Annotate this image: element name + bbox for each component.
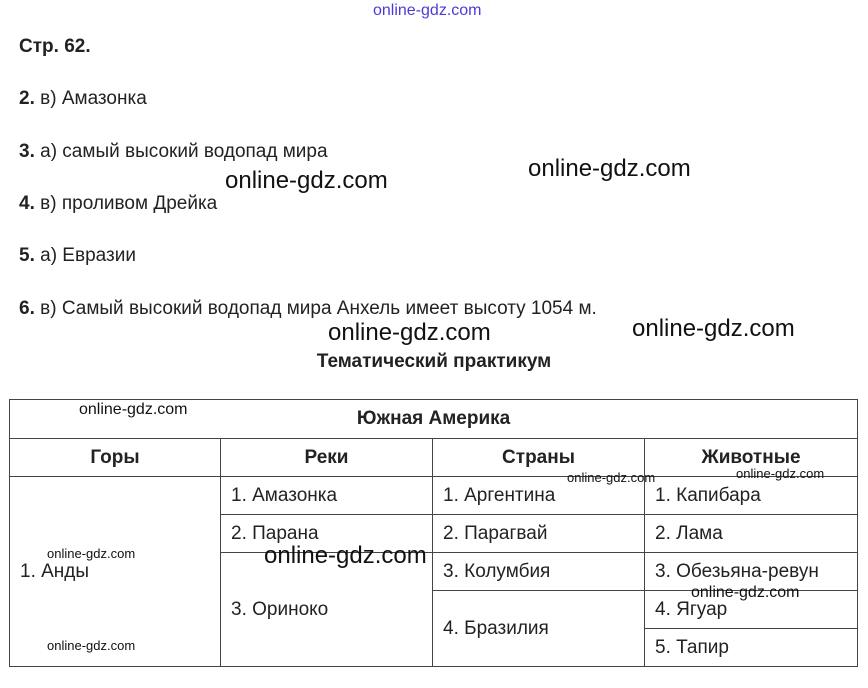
animal-cell: 1. Капибара [645, 477, 858, 515]
page-number: Стр. 62. [19, 36, 91, 57]
river-cell: 2. Парана [221, 515, 433, 553]
header-mountains: Горы [10, 439, 221, 477]
watermark-text: online-gdz.com [47, 546, 136, 561]
watermark-text: online-gdz.com [528, 155, 691, 182]
animal-cell: 3. Обезьяна-ревун [645, 553, 858, 591]
watermark-text: online-gdz.com [47, 638, 136, 653]
watermark-text: online-gdz.com [567, 470, 656, 485]
river-cell: 3. Ориноко [221, 553, 433, 667]
river-cell: 1. Амазонка [221, 477, 433, 515]
watermark-text: online-gdz.com [736, 466, 825, 481]
south-america-table [9, 399, 858, 667]
answer-4: 4. в) проливом Дрейка [19, 193, 218, 214]
watermark-text: online-gdz.com [632, 315, 795, 342]
answer-2: 2. в) Амазонка [19, 88, 147, 109]
answer-3: 3. а) самый высокий водопад мира [19, 141, 328, 162]
header-countries: Страны [433, 439, 645, 477]
country-cell: 2. Парагвай [433, 515, 645, 553]
animal-cell: 5. Тапир [645, 629, 858, 667]
answer-6: 6. в) Самый высокий водопад мира Анхель имеет высоту 1054 м. [19, 298, 597, 319]
section-title: Тематический практикум [316, 351, 552, 372]
country-cell: 4. Бразилия [433, 591, 645, 667]
answer-5: 5. а) Евразии [19, 245, 136, 266]
watermark-text: online-gdz.com [264, 542, 427, 569]
animal-cell: 4. Ягуар [645, 591, 858, 629]
country-cell: 1. Аргентина [433, 477, 645, 515]
watermark-top: online-gdz.com [373, 2, 482, 19]
watermark-text: online-gdz.com [691, 584, 800, 601]
country-cell: 3. Колумбия [433, 553, 645, 591]
table-title: Южная Америка [10, 400, 858, 439]
mountain-cell: 1. Анды [10, 477, 221, 667]
watermark-text: online-gdz.com [328, 319, 491, 346]
header-animals: Животные [645, 439, 858, 477]
animal-cell: 2. Лама [645, 515, 858, 553]
watermark-text: online-gdz.com [79, 401, 188, 418]
watermark-text: online-gdz.com [225, 167, 388, 194]
header-rivers: Реки [221, 439, 433, 477]
